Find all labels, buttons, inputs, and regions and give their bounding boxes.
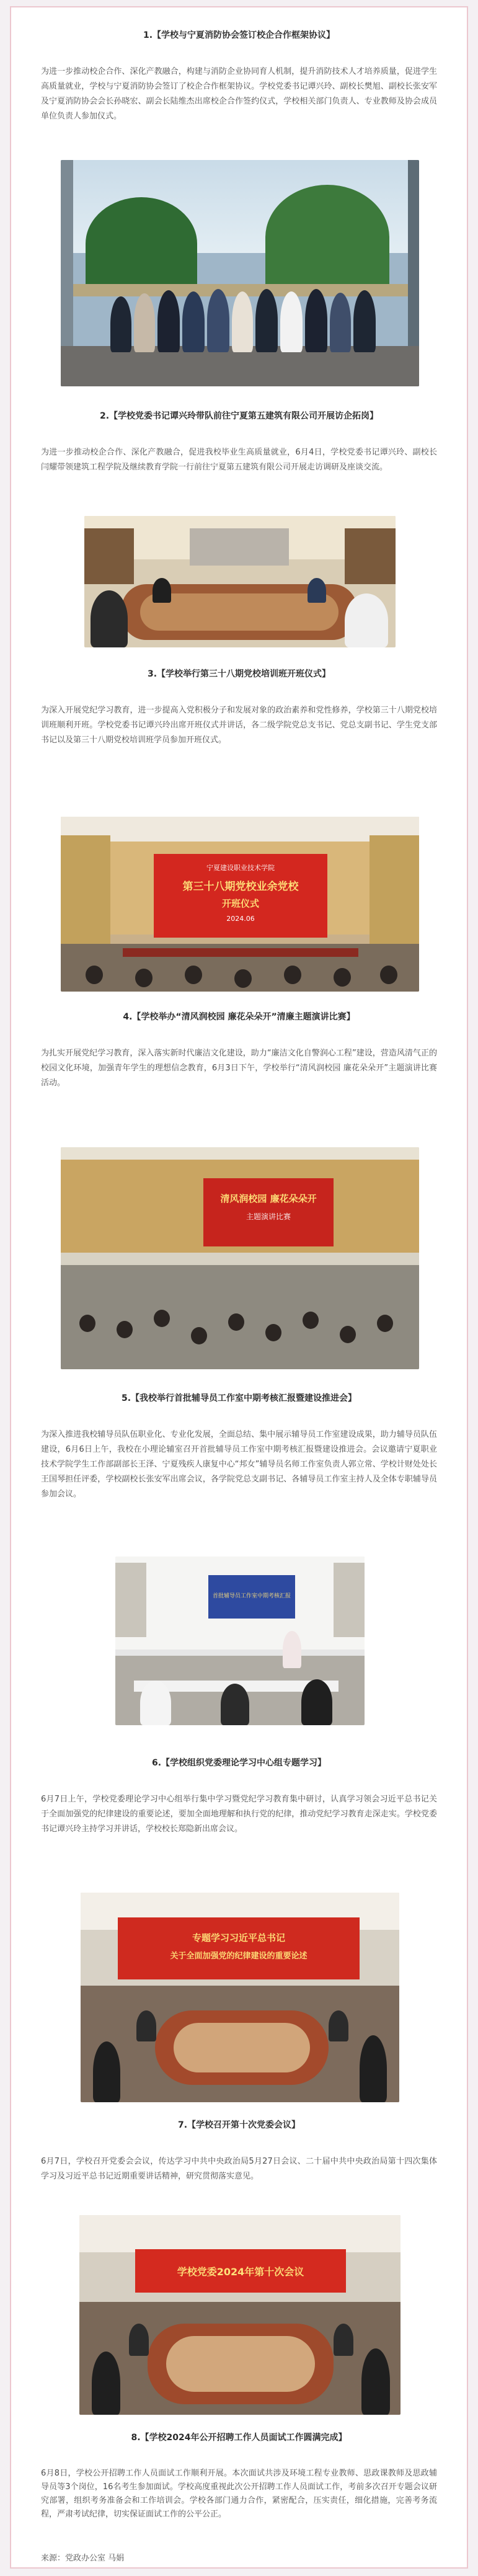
section-6 <box>11 1756 467 1837</box>
review-screen <box>208 1575 295 1619</box>
screen-text: 首批辅导员工作室中期考核汇报 <box>212 1593 291 1599</box>
article-page <box>10 6 468 2569</box>
section-paragraph: 6月7日，学校召开党委会会议，传达学习中共中央政治局5月27日会议、二十届中共中央政治局第十四次集体学习及习近平总书记近期重要讲话精神，研究贯彻落实意见。 <box>41 2157 437 2181</box>
banner-title: 第三十八期党校业余党校 <box>182 881 299 893</box>
section-heading: 3.【学校举行第三十八期党校培训班开班仪式】 <box>147 669 331 679</box>
section-paragraph: 为进一步推动校企合作、深化产教融合，促进我校毕业生高质量就业，6月4日，学校党委书记谭兴玲、副校长闫耀带领建筑工程学院及继续教育学院一行前往宁夏第五建筑有限公司开展走访调研及座谈交流。 <box>41 448 437 472</box>
counselor-review-photo <box>115 1557 365 1725</box>
banner-title: 学校党委2024年第十次会议 <box>177 2266 304 2278</box>
contest-banner <box>203 1178 334 1246</box>
section-heading: 2.【学校党委书记谭兴玲带队前往宁夏第五建筑有限公司开展访企拓岗】 <box>99 411 379 421</box>
section-heading: 5.【我校举行首批辅导员工作室中期考核汇报暨建设推进会】 <box>121 1393 357 1403</box>
study-banner <box>118 1917 360 1979</box>
section-heading: 1.【学校与宁夏消防协会签订校企合作框架协议】 <box>143 30 335 40</box>
section-4 <box>11 1010 467 1091</box>
meeting-banner <box>135 2249 346 2293</box>
party-committee-meeting-photo <box>79 2215 401 2415</box>
section-2 <box>11 409 467 475</box>
section-1 <box>11 29 467 124</box>
section-paragraph: 6月7日上午，学校党委理论学习中心组举行集中学习暨党纪学习教育集中研讨，认真学习领会习近平总书记关于全面加强党的纪律建设的重要论述，要加全面地理解和执行党的纪律，推动党纪学习教育走深走实。学校党委书记谭兴玲主持学习并讲话，学校校长郑隐新出席会议。 <box>41 1795 437 1834</box>
section-heading: 8.【学校2024年公开招聘工作人员面试工作圆满完成】 <box>131 2433 347 2443</box>
banner-subtitle: 关于全面加强党的纪律建设的重要论述 <box>170 1952 308 1961</box>
banner-subtitle: 主题演讲比赛 <box>246 1212 291 1221</box>
section-heading: 6.【学校组织党委理论学习中心组专题学习】 <box>151 1758 327 1768</box>
banner-line: 宁夏建设职业技术学院 <box>206 864 275 872</box>
section-paragraph: 为进一步推动校企合作、深化产教融合，构建与消防企业协同育人机制，提升消防技术人才培养质量，促进学生高质量就业，学校与宁夏消防协会签订了校企合作框架协议。学校党委书记谭兴玲、副校长樊旭、副校长张安军及宁夏消防协会会长孙晓宏、副会长陆维杰出席校企合作签约仪式，学校相关部门负责人、专业教师及协会成员单位负责人参加仪式。 <box>41 67 437 121</box>
meeting-photo-visit <box>84 516 396 647</box>
group-photo-signing <box>61 160 419 386</box>
section-5 <box>11 1392 467 1502</box>
section-heading: 7.【学校召开第十次党委会议】 <box>177 2120 301 2130</box>
section-7 <box>11 2118 467 2184</box>
banner-title: 清风润校园 廉花朵朵开 <box>220 1193 317 1204</box>
source-footer: 来源：党政办公室 马娟 <box>41 2554 125 2563</box>
section-paragraph: 为深入推进我校辅导员队伍职业化、专业化发展，全面总结、集中展示辅导员工作室建设成果，助力辅导员队伍建设，6月6日上午，我校在小理论辅室召开首批辅导员工作室中期考核汇报暨建设推进会。会议邀请宁夏职业技术学院学生工作部副部长王泽、宁夏残疾人康复中心“邦女”辅导员名师工作室负责人郭立常、学校计财处处长王国琴担任评委，学校副校长张安军出席会议，各学院党总支副书记、各辅导员工作室主持人及全体专职辅导员参加会议。 <box>41 1430 437 1499</box>
section-8 <box>11 2431 467 2521</box>
section-paragraph: 6月8日，学校公开招聘工作人员面试工作顺利开展。本次面试共涉及环境工程专业教师、思政课教师及思政辅导员等3个岗位，16名考生参加面试。学校高度重视此次公开招聘工作人员面试工作，考前多次召开专题会议研究部署，组织考务准备会和工作培训会。学校各部门通力合作，紧密配合，压实责任，细化措施，完善考务流程，严肃考试纪律，切实保证面试工作的公平公正。 <box>41 2469 437 2519</box>
section-paragraph: 为扎实开展党纪学习教育，深入落实新时代廉洁文化建设，助力“廉洁文化自警润心工程”建设，营造风清气正的校园文化环境，加强青年学生的理想信念教育，6月3日下午，学校举行“清风润校园 廉花朵朵开”主题演讲比赛活动。 <box>41 1049 437 1088</box>
banner-date: 2024.06 <box>226 915 255 923</box>
party-school-opening-photo <box>61 817 419 992</box>
banner-title: 专题学习习近平总书记 <box>192 1932 285 1943</box>
theory-study-photo <box>81 1893 399 2102</box>
opening-banner <box>154 854 327 938</box>
section-paragraph: 为深入开展党纪学习教育，进一步提高入党积极分子和发展对象的政治素养和党性修养，学校第三十八期党校培训班顺利开班。学校党委书记谭兴玲出席开班仪式并讲话，各二级学院党总支书记、党总支副书记、学生党支部书记以及第三十八期党校培训班学员参加开班仪式。 <box>41 706 437 745</box>
section-3 <box>11 667 467 748</box>
section-heading: 4.【学校举办“清风润校园 廉花朵朵开”清廉主题演讲比赛】 <box>123 1012 355 1022</box>
banner-subtitle: 开班仪式 <box>221 898 259 909</box>
speech-contest-photo <box>61 1147 419 1369</box>
